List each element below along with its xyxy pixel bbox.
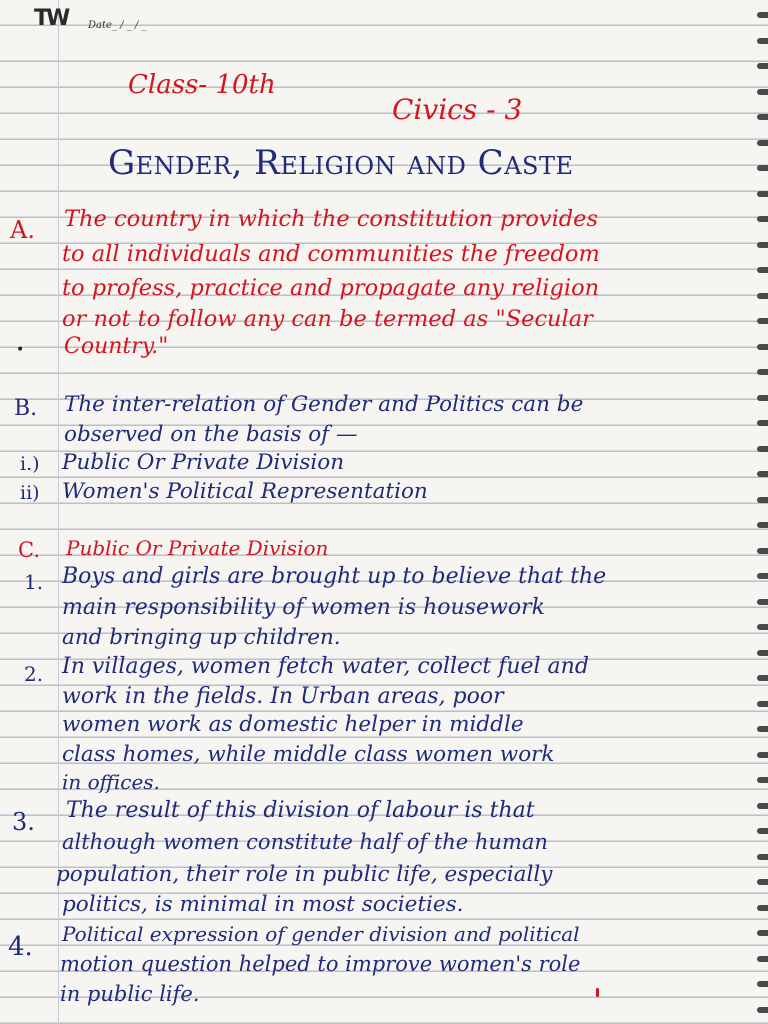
class-label: Class- 10th bbox=[128, 70, 276, 100]
point-line: The result of this division of labour is that bbox=[66, 798, 535, 823]
section-b-line: The inter-relation of Gender and Politics can be bbox=[64, 392, 584, 417]
spiral-ring bbox=[757, 191, 768, 197]
spiral-ring bbox=[757, 1007, 768, 1013]
point-line: population, their role in public life, especially bbox=[56, 862, 553, 887]
section-b-item: Women's Political Representation bbox=[62, 479, 428, 504]
point-line: although women constitute half of the human bbox=[62, 830, 548, 854]
point-marker: 1. bbox=[24, 570, 44, 594]
point-marker: 4. bbox=[8, 932, 33, 962]
point-line: politics, is minimal in most societies. bbox=[62, 892, 464, 917]
spiral-ring bbox=[757, 216, 768, 222]
spiral-ring bbox=[757, 267, 768, 273]
point-marker: 3. bbox=[12, 808, 35, 836]
spiral-ring bbox=[757, 318, 768, 324]
page-title: Gender, Religion and Caste bbox=[108, 143, 574, 183]
bullet-dot: • bbox=[16, 342, 25, 358]
spiral-binding bbox=[756, 12, 768, 1022]
point-line: class homes, while middle class women work bbox=[62, 742, 555, 767]
spiral-ring bbox=[757, 675, 768, 681]
spiral-ring bbox=[757, 854, 768, 860]
section-a-line: or not to follow any can be termed as "Secular bbox=[62, 306, 593, 332]
spiral-ring bbox=[757, 522, 768, 528]
point-line: Boys and girls are brought up to believe that the bbox=[62, 564, 607, 589]
spiral-ring bbox=[757, 63, 768, 69]
section-b-item: Public Or Private Division bbox=[62, 450, 345, 475]
section-c-marker: C. bbox=[18, 538, 40, 562]
section-a-line: Country." bbox=[64, 334, 169, 359]
spiral-ring bbox=[757, 12, 768, 18]
section-a-line: to all individuals and communities the freedom bbox=[62, 241, 600, 267]
spiral-ring bbox=[757, 828, 768, 834]
section-b-line: observed on the basis of — bbox=[64, 422, 358, 447]
spiral-ring bbox=[757, 803, 768, 809]
point-line: in offices. bbox=[62, 770, 160, 794]
notebook-brand-logo: TW bbox=[34, 6, 68, 31]
spiral-ring bbox=[757, 701, 768, 707]
spiral-ring bbox=[757, 89, 768, 95]
point-line: women work as domestic helper in middle bbox=[62, 712, 524, 737]
spiral-ring bbox=[757, 777, 768, 783]
point-line: in public life. bbox=[60, 982, 200, 1006]
spiral-ring bbox=[757, 981, 768, 987]
ink-mark bbox=[596, 988, 599, 997]
spiral-ring bbox=[757, 293, 768, 299]
spiral-ring bbox=[757, 114, 768, 120]
spiral-ring bbox=[757, 956, 768, 962]
spiral-ring bbox=[757, 726, 768, 732]
subject-label: Civics - 3 bbox=[392, 93, 523, 126]
spiral-ring bbox=[757, 930, 768, 936]
spiral-ring bbox=[757, 395, 768, 401]
point-line: Political expression of gender division and political bbox=[62, 922, 580, 946]
spiral-ring bbox=[757, 38, 768, 44]
point-line: motion question helped to improve women's role bbox=[60, 952, 581, 976]
spiral-ring bbox=[757, 471, 768, 477]
point-line: In villages, women fetch water, collect fuel and bbox=[62, 654, 589, 679]
section-b-item-marker: i.) bbox=[20, 453, 40, 475]
spiral-ring bbox=[757, 879, 768, 885]
section-b-marker: B. bbox=[14, 396, 38, 421]
spiral-ring bbox=[757, 650, 768, 656]
spiral-ring bbox=[757, 369, 768, 375]
spiral-ring bbox=[757, 624, 768, 630]
spiral-ring bbox=[757, 599, 768, 605]
section-a-marker: A. bbox=[10, 216, 35, 244]
spiral-ring bbox=[757, 446, 768, 452]
spiral-ring bbox=[757, 548, 768, 554]
spiral-ring bbox=[757, 165, 768, 171]
spiral-ring bbox=[757, 905, 768, 911]
spiral-ring bbox=[757, 573, 768, 579]
spiral-ring bbox=[757, 497, 768, 503]
spiral-ring bbox=[757, 242, 768, 248]
point-marker: 2. bbox=[24, 662, 44, 686]
spiral-ring bbox=[757, 752, 768, 758]
date-field: Date_ / _ / _ bbox=[88, 20, 147, 31]
point-line: and bringing up children. bbox=[62, 625, 341, 650]
section-c-heading: Public Or Private Division bbox=[66, 536, 329, 560]
spiral-ring bbox=[757, 420, 768, 426]
point-line: main responsibility of women is housework bbox=[62, 595, 545, 620]
section-a-line: to profess, practice and propagate any religion bbox=[62, 275, 600, 301]
point-line: work in the fields. In Urban areas, poor bbox=[62, 684, 504, 709]
section-b-item-marker: ii) bbox=[20, 482, 40, 504]
spiral-ring bbox=[757, 140, 768, 146]
section-a-line: The country in which the constitution provides bbox=[64, 206, 599, 232]
spiral-ring bbox=[757, 344, 768, 350]
